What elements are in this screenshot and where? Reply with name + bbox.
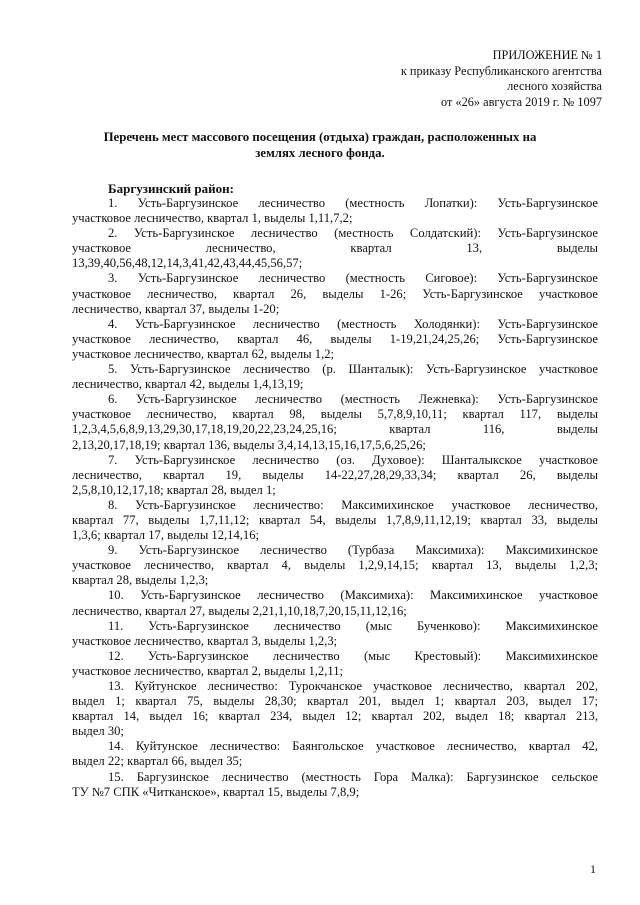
list-item [72,196,598,226]
list-item [72,498,598,543]
list-item-line: участковое лесничество, квартал 13, выделы [72,241,598,256]
list-item-line: 4. Усть-Баргузинское лесничество (местность Холодянки): Усть-Баргузинское [108,316,598,331]
appendix-date: от «26» августа 2019 г. № 1097 [441,94,602,109]
list-item-line: 2,5,8,10,12,17,18; квартал 28, выдел 1; [72,482,276,497]
list-item-line: участковое лесничество, квартал 4, выделы 1,2,9,14,15; квартал 13, выделы 1,2,3; [72,558,598,573]
list-item [72,619,598,649]
list-item-line: 13,39,40,56,48,12,14,3,41,42,43,44,45,56,57; [72,256,303,271]
list-item-line: ТУ №7 СПК «Читканское», квартал 15, выделы 7,8,9; [72,784,360,799]
list-item-line: выдел 1; квартал 75, выделы 28,30; квартал 201, выдел 1; квартал 203, выдел 17; [72,694,598,709]
locations-list [72,196,598,800]
list-item-line: участковое лесничество, квартал 2, выделы 1,2,11; [72,663,343,678]
list-item-line: участковое лесничество, квартал 62, выделы 1,2; [72,346,335,361]
list-item-line: лесничество, квартал 27, выделы 2,21,1,10,18,7,20,15,11,12,16; [72,603,407,618]
list-item-line: квартал 14, выдел 16; квартал 234, выдел 12; квартал 202, выдел 18; квартал 213, [72,709,598,724]
list-item-line: лесничество, квартал 42, выделы 1,4,13,19; [72,377,304,392]
list-item [72,317,598,362]
list-item [72,226,598,271]
list-item-line: 15. Баргузинское лесничество (местность Гора Малка): Баргузинское сельское [108,769,598,784]
list-item [72,588,598,618]
list-item-line: 8. Усть-Баргузинское лесничество: Максимихинское участковое лесничество, [108,497,598,512]
list-item [72,770,598,800]
appendix-order-ref: к приказу Республиканского агентства [400,63,602,78]
list-item-line: 1,3,6; квартал 17, выделы 12,14,16; [72,528,260,543]
list-item-line: 9. Усть-Баргузинское лесничество (Турбаза Максимиха): Максимихинское [108,543,598,558]
list-item-line: выдел 30; [72,724,124,739]
list-item [72,392,598,452]
list-item-line: 12. Усть-Баргузинское лесничество (мыс Крестовый): Максимихинское [108,648,598,663]
title-line: Перечень мест массового посещения (отдыха) граждан, расположенных на [103,130,537,144]
list-item-line: 7. Усть-Баргузинское лесничество (оз. Духовое): Шанталыкское участковое [108,452,598,467]
list-item-line: участковое лесничество, квартал 46, выделы 1-19,21,24,25,26; Усть-Баргузинское [72,331,598,346]
list-item-line: участковое лесничество, квартал 26, выделы 1-26; Усть-Баргузинское участковое [72,286,598,301]
list-item-line: 5. Усть-Баргузинское лесничество (р. Шанталык): Усть-Баргузинское участковое [108,362,598,377]
list-item-line: выдел 22; квартал 66, выдел 35; [72,754,243,769]
appendix-header [282,48,602,110]
list-item-line: 6. Усть-Баргузинское лесничество (местность Лежневка): Усть-Баргузинское [108,392,598,407]
list-item-line: 1,2,3,4,5,6,8,9,13,29,30,17,18,19,20,22,23,24,25,16; квартал 116, выделы [72,422,598,437]
district-heading: Баргузинский район: [108,181,234,196]
list-item [72,362,598,392]
title-line: землях лесного фонда. [255,145,385,160]
list-item-line: участковое лесничество, квартал 1, выделы 1,11,7,2; [72,211,353,226]
list-item [72,271,598,316]
appendix-title: ПРИЛОЖЕНИЕ № 1 [492,48,602,62]
list-item [72,739,598,769]
list-item [72,679,598,739]
list-item-line: 14. Куйтунское лесничество: Баянгольское участковое лесничество, квартал 42, [108,739,598,754]
list-item [72,649,598,679]
list-item [72,543,598,588]
list-item-line: 10. Усть-Баргузинское лесничество (Максимиха): Максимихинское участковое [108,588,598,603]
list-item [72,453,598,498]
list-item-line: 2. Усть-Баргузинское лесничество (местность Солдатский): Усть-Баргузинское [108,226,598,241]
list-item-line: 1. Усть-Баргузинское лесничество (местность Лопатки): Усть-Баргузинское [108,196,598,210]
list-item-line: квартал 28, выделы 1,2,3; [72,573,209,588]
list-item-line: 13. Куйтунское лесничество: Турокчанское участковое лесничество, квартал 202, [108,679,598,693]
list-item-line: лесничество, квартал 37, выделы 1-20; [72,301,280,316]
document-title [60,130,580,161]
list-item-line: 2,13,20,17,18,19; квартал 136, выделы 3,4,14,13,15,16,17,5,6,25,26; [72,437,426,452]
page-number: 1 [590,862,596,876]
list-item-line: участковое лесничество, квартал 98, выделы 5,7,8,9,10,11; квартал 117, выделы [72,407,598,422]
list-item-line: 3. Усть-Баргузинское лесничество (местность Сиговое): Усть-Баргузинское [108,271,598,286]
list-item-line: участковое лесничество, квартал 3, выделы 1,2,3; [72,633,338,648]
appendix-agency: лесного хозяйства [507,79,602,94]
list-item-line: лесничество, квартал 19, выделы 14-22,27,28,29,33,34; квартал 26, выделы [72,467,598,482]
list-item-line: квартал 77, выделы 1,7,11,12; квартал 54, выделы 1,7,8,9,11,12,19; квартал 33, выделы [72,512,598,527]
list-item-line: 11. Усть-Баргузинское лесничество (мыс Бученково): Максимихинское [108,618,598,633]
